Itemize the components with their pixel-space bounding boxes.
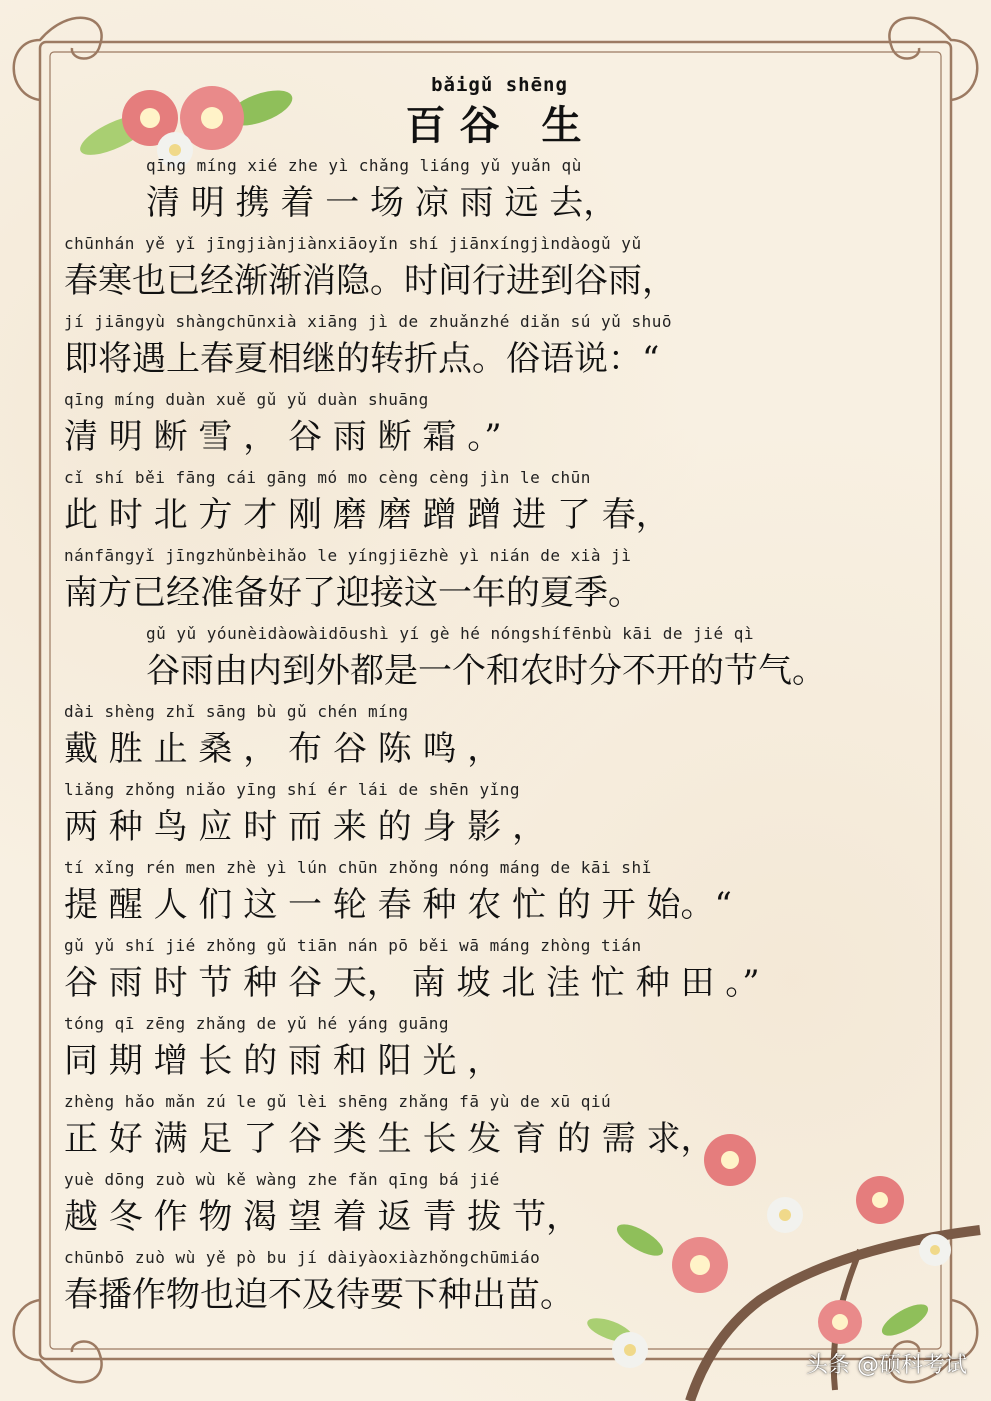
poem-body xyxy=(64,156,944,1326)
text-line xyxy=(64,702,944,780)
text-line xyxy=(64,546,944,624)
hanzi-line: 南方已经准备好了迎接这一年的夏季。 xyxy=(64,573,642,613)
title-block xyxy=(0,74,991,151)
hanzi-line: 清 明 携 着 一 场 凉 雨 远 去， xyxy=(146,183,618,223)
text-line xyxy=(64,936,944,1014)
pinyin-line: chūnbō zuò wù yě pò bu jí dàiyàoxiàzhǒngchūmiáo xyxy=(64,1248,541,1267)
hanzi-line: 戴 胜 止 桑 ， 布 谷 陈 鸣 ， xyxy=(64,729,502,769)
hanzi-line: 正 好 满 足 了 谷 类 生 长 发 育 的 需 求， xyxy=(64,1119,715,1159)
hanzi-line: 谷 雨 时 节 种 谷 天， 南 坡 北 洼 忙 种 田 。” xyxy=(64,963,760,1003)
hanzi-line: 春寒也已经渐渐消隐。时间行进到谷雨， xyxy=(64,261,676,301)
pinyin-line: liǎng zhǒng niǎo yīng shí ér lái de shēn yǐng xyxy=(64,780,520,799)
pinyin-line: jí jiāngyù shàngchūnxià xiāng jì de zhuǎnzhé diǎn sú yǔ shuō xyxy=(64,312,672,331)
hanzi-line: 两 种 鸟 应 时 而 来 的 身 影 ， xyxy=(64,807,547,847)
text-line xyxy=(64,312,944,390)
hanzi-line: 越 冬 作 物 渴 望 着 返 青 拔 节， xyxy=(64,1197,581,1237)
pinyin-line: nánfāngyǐ jīngzhǔnbèihǎo le yíngjiēzhè yì nián de xià jì xyxy=(64,546,632,565)
pinyin-line: chūnhán yě yǐ jīngjiànjiànxiāoyǐn shí jiānxíngjìndàogǔ yǔ xyxy=(64,234,642,253)
text-line xyxy=(64,390,944,468)
page-title: 百谷 生 xyxy=(405,102,596,149)
text-line xyxy=(64,1092,944,1170)
pinyin-line: tí xǐng rén men zhè yì lún chūn zhǒng nóng máng de kāi shǐ xyxy=(64,858,652,877)
text-line xyxy=(64,1014,944,1092)
text-line xyxy=(64,858,944,936)
hanzi-line: 此 时 北 方 才 刚 磨 磨 蹭 蹭 进 了 春， xyxy=(64,495,670,535)
text-line xyxy=(64,234,944,312)
text-line xyxy=(64,1248,944,1326)
pinyin-line: qīng míng duàn xuě gǔ yǔ duàn shuāng xyxy=(64,390,429,409)
hanzi-line: 即将遇上春夏相继的转折点。俗语说：“ xyxy=(64,339,660,379)
hanzi-line: 春播作物也迫不及待要下种出苗。 xyxy=(64,1275,574,1315)
hanzi-line: 提 醒 人 们 这 一 轮 春 种 农 忙 的 开 始。“ xyxy=(64,885,732,925)
hanzi-line: 同 期 增 长 的 雨 和 阳 光 ， xyxy=(64,1041,502,1081)
text-line xyxy=(64,468,944,546)
text-line xyxy=(64,156,944,234)
pinyin-line: cǐ shí běi fāng cái gāng mó mo cèng cèng jìn le chūn xyxy=(64,468,591,487)
pinyin-line: dài shèng zhǐ sāng bù gǔ chén míng xyxy=(64,702,409,721)
pinyin-line: gǔ yǔ shí jié zhǒng gǔ tiān nán pō běi wā máng zhòng tián xyxy=(64,936,642,955)
pinyin-line: yuè dōng zuò wù kě wàng zhe fǎn qīng bá jié xyxy=(64,1170,500,1189)
pinyin-line: tóng qī zēng zhǎng de yǔ hé yáng guāng xyxy=(64,1014,450,1033)
pinyin-line: qīng míng xié zhe yì chǎng liáng yǔ yuǎn qù xyxy=(146,156,582,175)
text-line xyxy=(64,1170,944,1248)
text-line xyxy=(64,624,944,702)
hanzi-line: 清 明 断 雪 ， 谷 雨 断 霜 。” xyxy=(64,417,502,457)
title-pinyin: bǎigǔ shēng xyxy=(431,74,568,96)
hanzi-line: 谷雨由内到外都是一个和农时分不开的节气。 xyxy=(146,651,826,691)
pinyin-line: zhèng hǎo mǎn zú le gǔ lèi shēng zhǎng fā yù de xū qiú xyxy=(64,1092,612,1111)
watermark: 头条 @硕科考试 xyxy=(806,1353,967,1378)
pinyin-line: gǔ yǔ yóunèidàowàidōushì yí gè hé nóngshífēnbù kāi de jié qì xyxy=(146,624,754,643)
text-line xyxy=(64,780,944,858)
